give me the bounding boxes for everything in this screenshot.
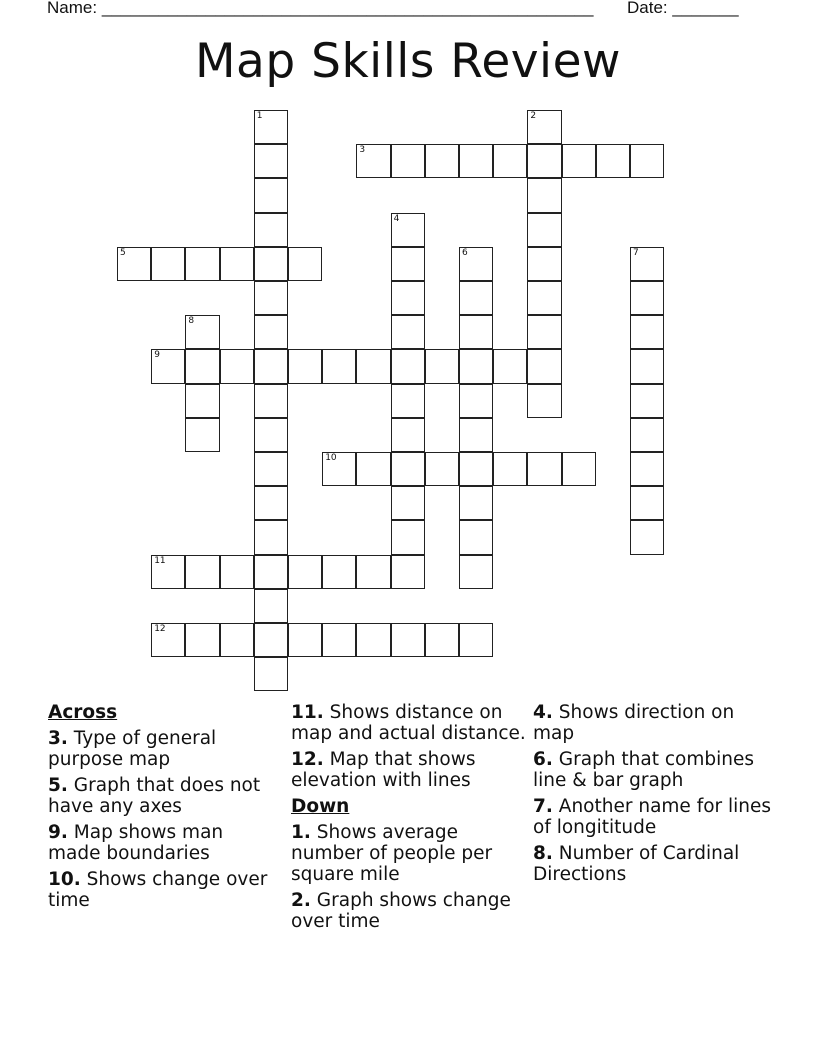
clue-number: 6. xyxy=(533,749,553,770)
crossword-cell[interactable] xyxy=(630,486,664,520)
crossword-cell[interactable] xyxy=(527,315,561,349)
crossword-cell[interactable] xyxy=(493,349,527,383)
crossword-cell[interactable] xyxy=(288,349,322,383)
crossword-cell[interactable] xyxy=(117,247,151,281)
clue-down-8 xyxy=(533,843,773,885)
clue-text: Graph that does not have any axes xyxy=(48,775,261,817)
crossword-cell[interactable] xyxy=(185,315,219,349)
down-heading: Down xyxy=(291,796,350,817)
crossword-cell[interactable] xyxy=(391,144,425,178)
crossword-cell[interactable] xyxy=(562,144,596,178)
crossword-cell[interactable] xyxy=(185,384,219,418)
crossword-cell[interactable] xyxy=(254,213,288,247)
crossword-cell[interactable] xyxy=(630,349,664,383)
crossword-cell[interactable] xyxy=(254,144,288,178)
crossword-cell[interactable] xyxy=(254,349,288,383)
crossword-cell[interactable] xyxy=(356,349,390,383)
crossword-cell[interactable] xyxy=(185,247,219,281)
clue-number: 11. xyxy=(291,702,324,723)
crossword-cell[interactable] xyxy=(288,555,322,589)
clue-down-6 xyxy=(533,749,773,791)
date-blank: _______ xyxy=(672,0,739,17)
clues-column-2 xyxy=(291,702,526,937)
crossword-cell[interactable] xyxy=(391,384,425,418)
clue-text: Another name for lines of longititude xyxy=(533,796,772,838)
crossword-cell[interactable] xyxy=(459,623,493,657)
clue-down-2 xyxy=(291,890,526,932)
crossword-cell[interactable] xyxy=(254,452,288,486)
crossword-cell[interactable] xyxy=(596,144,630,178)
crossword-cell[interactable] xyxy=(527,452,561,486)
crossword-cell[interactable] xyxy=(220,247,254,281)
crossword-cell[interactable] xyxy=(288,623,322,657)
clue-number-label: 10 xyxy=(325,453,337,463)
crossword-cell[interactable] xyxy=(459,349,493,383)
crossword-cell[interactable] xyxy=(459,486,493,520)
clue-text: Graph shows change over time xyxy=(291,890,511,932)
clue-number-label: 7 xyxy=(633,247,639,258)
clue-number: 8. xyxy=(533,843,553,864)
crossword-cell[interactable] xyxy=(459,555,493,589)
clue-number-label: 12 xyxy=(154,624,166,634)
clue-text: Shows distance on map and actual distance. xyxy=(291,702,526,744)
crossword-cell[interactable] xyxy=(630,384,664,418)
crossword-cell[interactable] xyxy=(220,349,254,383)
crossword-cell[interactable] xyxy=(391,213,425,247)
crossword-cell[interactable] xyxy=(151,247,185,281)
clue-text: Shows direction on map xyxy=(533,702,735,744)
clue-number: 12. xyxy=(291,749,324,770)
crossword-cell[interactable] xyxy=(459,384,493,418)
name-label: Name: xyxy=(47,0,98,17)
clue-across-9 xyxy=(48,822,278,864)
crossword-cell[interactable] xyxy=(493,452,527,486)
crossword-cell[interactable] xyxy=(425,349,459,383)
clue-number: 3. xyxy=(48,728,68,749)
crossword-cell[interactable] xyxy=(254,178,288,212)
crossword-cell[interactable] xyxy=(185,418,219,452)
crossword-cell[interactable] xyxy=(254,418,288,452)
clue-number: 2. xyxy=(291,890,311,911)
crossword-cell[interactable] xyxy=(254,589,288,623)
clue-text: Type of general purpose map xyxy=(48,728,217,770)
clue-number: 1. xyxy=(291,822,311,843)
crossword-cell[interactable] xyxy=(493,144,527,178)
clue-number-label: 8 xyxy=(188,316,195,327)
across-heading: Across xyxy=(48,702,118,723)
crossword-cell[interactable] xyxy=(288,247,322,281)
crossword-cell[interactable] xyxy=(356,144,390,178)
clue-number-label: 2 xyxy=(530,111,537,121)
crossword-cell[interactable] xyxy=(391,452,425,486)
clue-number: 10. xyxy=(48,869,81,890)
name-blank: ____________________________________________________ xyxy=(101,0,594,17)
crossword-cell[interactable] xyxy=(391,247,425,281)
crossword-cell[interactable] xyxy=(562,452,596,486)
crossword-cell[interactable] xyxy=(254,110,288,144)
clue-number-label: 5 xyxy=(120,247,126,258)
clues-column-3 xyxy=(533,702,773,890)
crossword-cell[interactable] xyxy=(356,452,390,486)
crossword-cell[interactable] xyxy=(630,281,664,315)
clue-number-label: 9 xyxy=(154,350,160,361)
crossword-cell[interactable] xyxy=(254,555,288,589)
clue-across-11 xyxy=(291,702,526,744)
crossword-cell[interactable] xyxy=(254,315,288,349)
crossword-cell[interactable] xyxy=(527,144,561,178)
crossword-cell[interactable] xyxy=(391,520,425,554)
page-title: Map Skills Review xyxy=(195,34,621,89)
crossword-cell[interactable] xyxy=(425,623,459,657)
clues-column-1 xyxy=(48,702,278,916)
crossword-cell[interactable] xyxy=(459,452,493,486)
crossword-cell[interactable] xyxy=(527,384,561,418)
clue-number-label: 4 xyxy=(393,213,400,224)
crossword-cell[interactable] xyxy=(630,520,664,554)
clue-down-4 xyxy=(533,702,773,744)
crossword-cell[interactable] xyxy=(185,555,219,589)
crossword-cell[interactable] xyxy=(425,144,459,178)
clue-across-5 xyxy=(48,775,278,817)
crossword-cell[interactable] xyxy=(322,452,356,486)
clue-number-label: 11 xyxy=(154,555,166,566)
clue-text: Map shows man made boundaries xyxy=(48,822,224,864)
crossword-cell[interactable] xyxy=(630,418,664,452)
clue-number: 4. xyxy=(533,702,553,723)
crossword-cell[interactable] xyxy=(322,555,356,589)
crossword-cell[interactable] xyxy=(391,315,425,349)
clue-across-10 xyxy=(48,869,278,911)
crossword-cell[interactable] xyxy=(220,623,254,657)
crossword-cell[interactable] xyxy=(254,520,288,554)
crossword-cell[interactable] xyxy=(356,623,390,657)
clue-number-label: 1 xyxy=(256,111,263,121)
clue-number: 9. xyxy=(48,822,68,843)
crossword-cell[interactable] xyxy=(630,452,664,486)
crossword-cell[interactable] xyxy=(527,110,561,144)
crossword-cell[interactable] xyxy=(254,281,288,315)
crossword-cell[interactable] xyxy=(630,247,664,281)
crossword-cell[interactable] xyxy=(459,247,493,281)
crossword-cell[interactable] xyxy=(459,281,493,315)
crossword-cell[interactable] xyxy=(630,144,664,178)
clue-across-3 xyxy=(48,728,278,770)
clue-across-12 xyxy=(291,749,526,791)
crossword-cell[interactable] xyxy=(527,213,561,247)
crossword-cell[interactable] xyxy=(151,623,185,657)
crossword-cell[interactable] xyxy=(391,623,425,657)
crossword-cell[interactable] xyxy=(185,349,219,383)
crossword-cell[interactable] xyxy=(391,281,425,315)
crossword-cell[interactable] xyxy=(527,349,561,383)
clue-down-1 xyxy=(291,822,526,885)
clue-down-7 xyxy=(533,796,773,838)
crossword-cell[interactable] xyxy=(322,349,356,383)
crossword-cell[interactable] xyxy=(630,315,664,349)
crossword-cell[interactable] xyxy=(459,520,493,554)
clue-text: Map that shows elevation with lines xyxy=(291,749,476,791)
clue-number-label: 3 xyxy=(359,145,366,156)
crossword-cell[interactable] xyxy=(185,623,219,657)
clue-text: Graph that combines line & bar graph xyxy=(533,749,755,791)
crossword-cell[interactable] xyxy=(527,178,561,212)
clue-text: Shows change over time xyxy=(48,869,268,911)
crossword-cell[interactable] xyxy=(254,623,288,657)
crossword-cell[interactable] xyxy=(391,418,425,452)
crossword-cell[interactable] xyxy=(220,555,254,589)
date-label: Date: xyxy=(627,0,668,17)
clue-number: 7. xyxy=(533,796,553,817)
clue-text: Number of Cardinal Directions xyxy=(533,843,740,885)
crossword-cell[interactable] xyxy=(391,555,425,589)
crossword-cell[interactable] xyxy=(459,315,493,349)
crossword-cell[interactable] xyxy=(151,555,185,589)
crossword-cell[interactable] xyxy=(254,384,288,418)
crossword-cell[interactable] xyxy=(459,144,493,178)
crossword-cell[interactable] xyxy=(254,247,288,281)
crossword-cell[interactable] xyxy=(322,623,356,657)
crossword-cell[interactable] xyxy=(391,349,425,383)
crossword-cell[interactable] xyxy=(425,452,459,486)
crossword-cell[interactable] xyxy=(391,486,425,520)
crossword-cell[interactable] xyxy=(151,349,185,383)
clue-number-label: 6 xyxy=(462,247,468,258)
crossword-cell[interactable] xyxy=(527,247,561,281)
clue-text: Shows average number of people per square mile xyxy=(291,822,493,885)
crossword-cell[interactable] xyxy=(459,418,493,452)
crossword-cell[interactable] xyxy=(527,281,561,315)
crossword-cell[interactable] xyxy=(254,657,288,691)
clue-number: 5. xyxy=(48,775,68,796)
crossword-cell[interactable] xyxy=(254,486,288,520)
crossword-cell[interactable] xyxy=(356,555,390,589)
